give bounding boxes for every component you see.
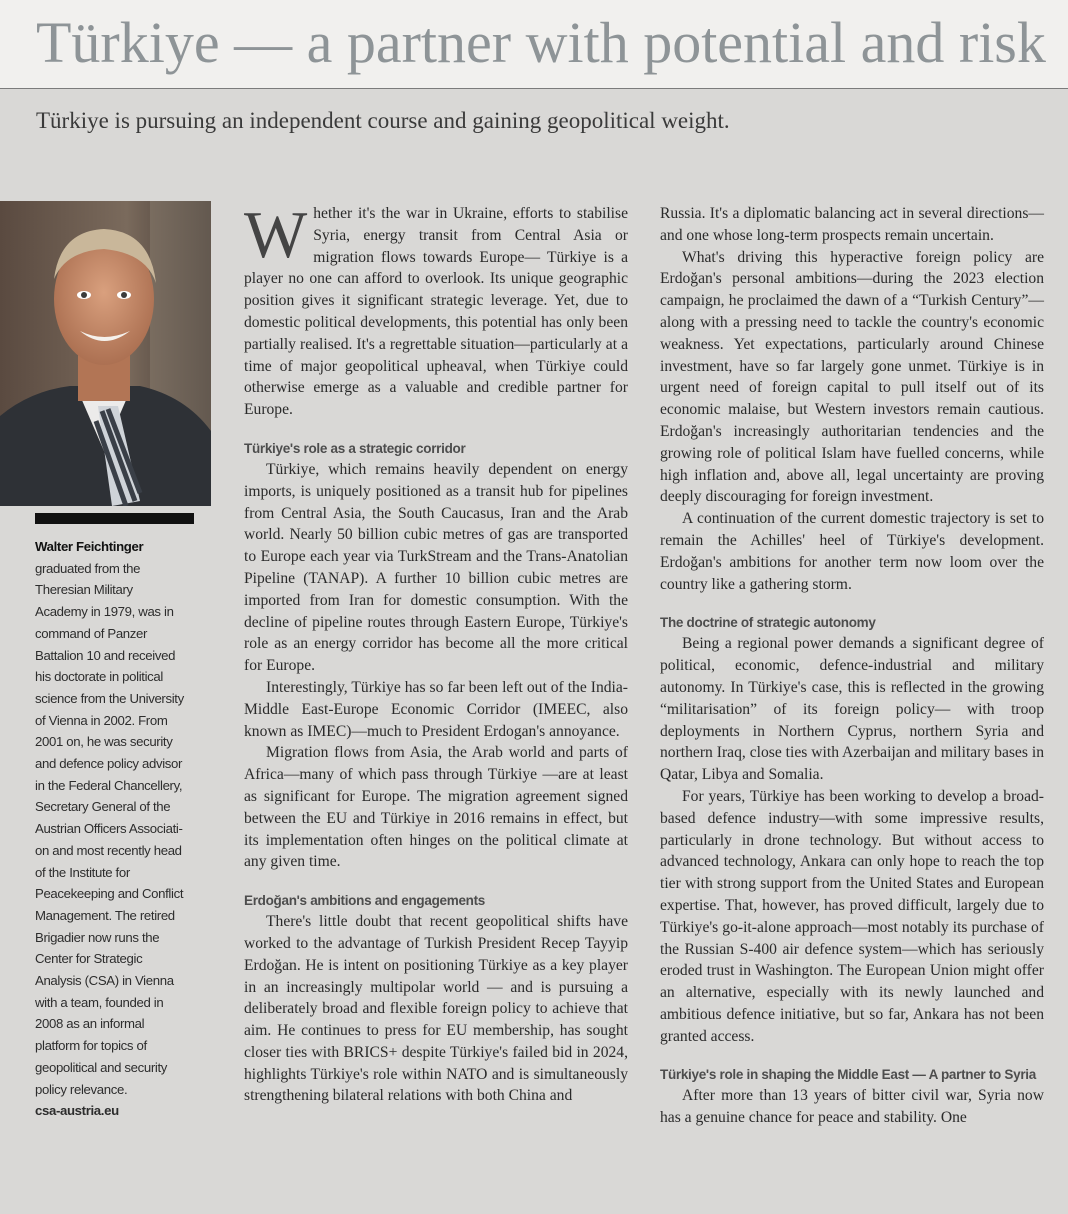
bio-line: policy relevance. (35, 1081, 128, 1097)
bio-line: of the Institute for (35, 864, 130, 880)
bio-rule (35, 513, 194, 524)
author-portrait-icon (0, 201, 211, 506)
bio-line: Austrian Officers Associati- (35, 821, 183, 837)
author-bio (35, 536, 205, 1122)
body-paragraph: Migration flows from Asia, the Arab world and parts of Africa—many of which pass through Türkiye —are at least as significant for Europe. The migration agreement signed between the EU and Türkiye in 2016 remains in effect, but its implementation often hinges on the political climate at any given time. (244, 744, 628, 871)
body-paragraph: What's driving this hyperactive foreign policy are Erdoğan's personal ambitions—during the 2023 election campaign, he proclaimed the dawn of a “Turkish Century”—along with a pressing need to tackle the country's economic weakness. Yet expectations, particularly around Chinese investment, have so far largely gone unmet. Türkiye is in urgent need of foreign capital to pull itself out of its economic malaise, but Western investors remain cautious. Erdoğan's increasingly authoritarian tendencies and the growing role of political Islam have fuelled concerns, while high inflation and, above all, legal uncertainty are proving deeply discouraging for foreign investment. (660, 248, 1044, 506)
bio-line: geopolitical and security (35, 1059, 167, 1075)
bio-line: in the Federal Chancellery, (35, 777, 183, 793)
bio-line: Peacekeeping and Conflict (35, 886, 184, 902)
body-paragraph-intro (244, 198, 628, 421)
body-paragraph: Being a regional power demands a significant degree of political, economic, defence-industrial and military autonomy. In Türkiye's case, this is reflected in the growing “militarisation” of its foreign policy— with troop deployments in Northern Cyprus, northern Syria and northern Iraq, close ties with Azerbaijan and military bases in Qatar, Libya and Somalia. (660, 635, 1044, 784)
article-column-1 (244, 198, 628, 1107)
bio-line: Analysis (CSA) in Vienna (35, 973, 174, 989)
body-paragraph: After more than 13 years of bitter civil war, Syria now has a genuine chance for peace and stability. One (660, 1087, 1044, 1127)
author-photo (0, 201, 211, 506)
section-heading-middle-east: Türkiye's role in shaping the Middle East — A partner to Syria (660, 1067, 1036, 1083)
bio-line: Secretary General of the (35, 799, 171, 815)
bio-line: Academy in 1979, was in (35, 604, 174, 620)
bio-line: 2001 on, he was security (35, 734, 173, 750)
bio-line: Battalion 10 and received (35, 647, 176, 663)
bio-line: Theresian Military (35, 582, 133, 598)
section-heading-ambitions: Erdoğan's ambitions and engagements (244, 893, 486, 909)
author-name: Walter Feichtinger (35, 539, 144, 554)
body-paragraph: For years, Türkiye has been working to develop a broad-based defence industry—with some impressive results, particularly in drone technology. But without access to advanced technology, Ankara can only hope to reach the top tier with strong support from the United States and European expertise. That, however, has proved difficult, largely due to Türkiye's go-it-alone approach—most notably its purchase of the Russian S-400 air defence system—which has seriously eroded trust in Washington. The European Union might offer an alternative, especially with its newly launched and ambitious defence initiative, but so far, Ankara has not been granted access. (660, 787, 1044, 1045)
author-website-link[interactable]: csa-austria.eu (35, 1103, 119, 1119)
bio-line: with a team, founded in (35, 994, 164, 1010)
bio-line: Management. The retired (35, 907, 175, 923)
section-heading-autonomy: The doctrine of strategic autonomy (660, 615, 876, 631)
article-subtitle: Türkiye is pursuing an independent course and gaining geopolitical weight. (36, 108, 730, 133)
bio-line: Brigadier now runs the (35, 929, 160, 945)
bio-line: platform for topics of (35, 1038, 147, 1054)
bio-line: graduated from the (35, 560, 141, 576)
bio-line: science from the University (35, 690, 184, 706)
section-heading-corridor: Türkiye's role as a strategic corridor (244, 440, 466, 456)
bio-line: of Vienna in 2002. From (35, 712, 168, 728)
dropcap: W (244, 198, 308, 272)
article-column-2 (660, 203, 1044, 1129)
body-paragraph: A continuation of the current domestic trajectory is set to remain the Achilles' heel of Türkiye's development. Erdoğan's ambitions for another term now loom over the country like a gathering storm. (660, 510, 1044, 593)
bio-line: and defence policy advisor (35, 756, 183, 772)
bio-line: 2008 as an informal (35, 1016, 145, 1032)
intro-text: hether it's the war in Ukraine, efforts to stabilise Syria, energy transit from Central Asia or migration flows towards Europe— Türkiye is a player no one can afford to overlook. Its unique geographic position gives it significant strategic leverage. Yet, due to domestic political developments, this potential has only been partially realised. It's a regrettable situation—particularly at a time of major geopolitical upheaval, when Türkiye could otherwise emerge as a valuable and credible partner for Europe. (244, 205, 628, 419)
body-paragraph: There's little doubt that recent geopolitical shifts have worked to the advantage of Turkish President Recep Tayyip Erdoğan. He is intent on positioning Türkiye as a key player in an increasingly multipolar world — and is pursuing a deliberately broad and flexible foreign policy to achieve that aim. He continues to press for EU membership, has sought closer ties with BRICS+ despite Türkiye's failed bid in 2024, highlights Türkiye's role within NATO and is simultaneously strengthening bilateral relations with both China and (244, 913, 628, 1105)
title-bar (0, 0, 1068, 89)
bio-line: his doctorate in political (35, 669, 163, 685)
bio-line: on and most recently head (35, 842, 182, 858)
body-paragraph: Russia. It's a diplomatic balancing act in several directions—and one whose long-term prospects remain uncertain. (660, 205, 1044, 244)
article-title: Türkiye — a partner with potential and risk (36, 10, 1046, 75)
bio-line: command of Panzer (35, 625, 148, 641)
bio-line: Center for Strategic (35, 951, 143, 967)
body-paragraph: Interestingly, Türkiye has so far been left out of the India-Middle East-Europe Economic Corridor (IMEEC, also known as IMEC)—much to President Erdogan's annoyance. (244, 678, 628, 740)
body-paragraph: Türkiye, which remains heavily dependent on energy imports, is uniquely positioned as a transit hub for pipelines from Central Asia, the South Caucasus, Iran and the Arab world. Nearly 50 billion cubic metres of gas are transported to Europe each year via TurkStream and the Trans-Anatolian Pipeline (TANAP). A further 10 billion cubic metres are imported from Iran for domestic consumption. With the decline of pipeline routes through Eastern Europe, Türkiye's role as an energy corridor has become all the more critical for Europe. (244, 460, 628, 675)
